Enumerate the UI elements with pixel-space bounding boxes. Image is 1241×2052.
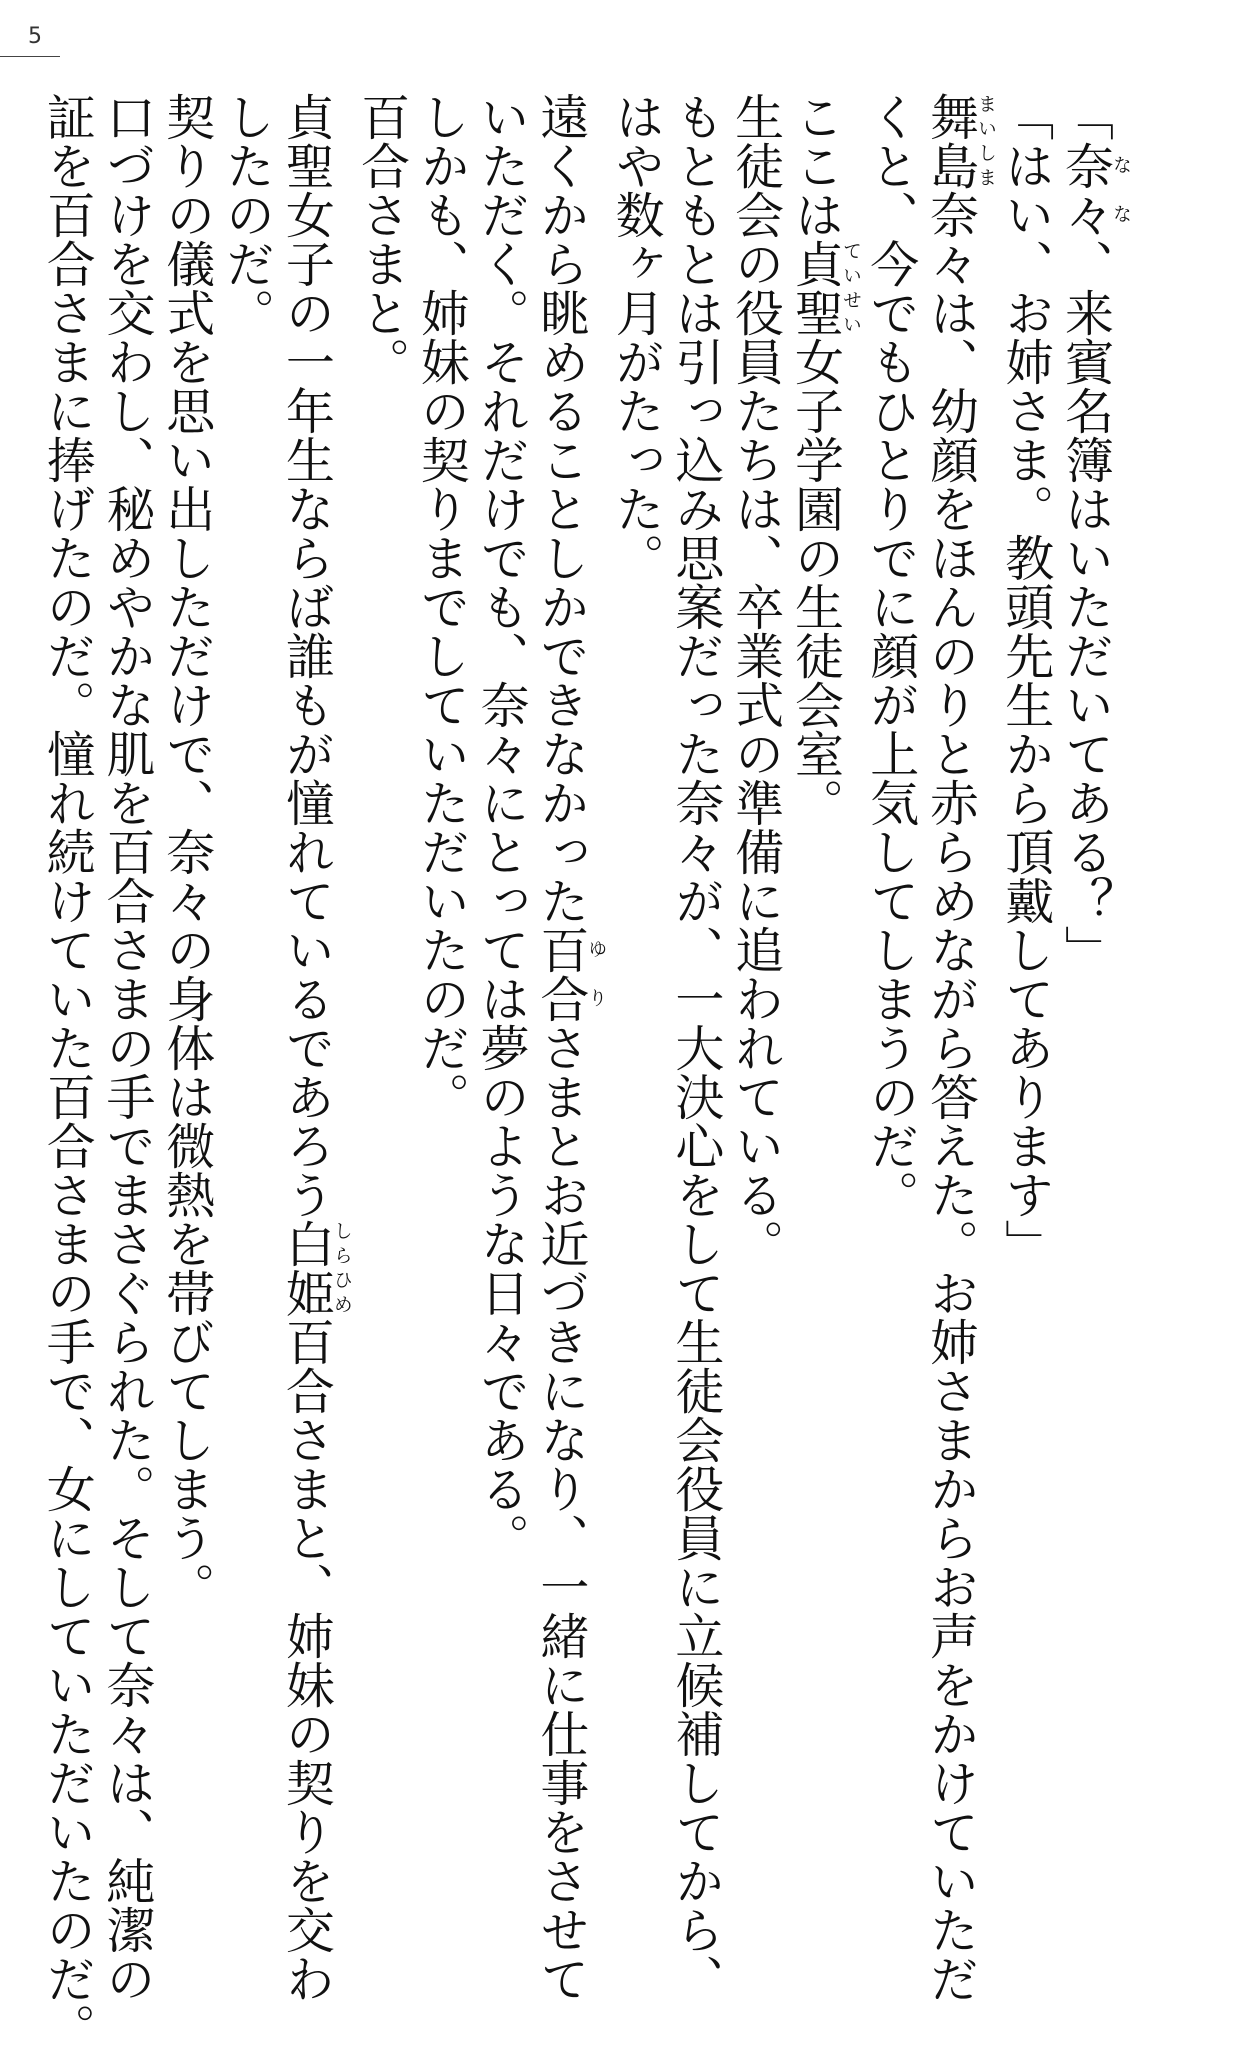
text-line: 生徒会の役員たちは、卒業式の準備に追われている。 [727,92,785,1268]
text-line [277,92,353,2003]
ruby-annotation: 奈々なな [1057,141,1132,239]
text-segment: 奈々は、幼顔をほんのりと赤らめながら答えた。お姉さまからお声をかけていただ [922,190,980,2003]
furigana-reading: なな [1110,141,1132,239]
text-line: いただく。それだけでも、奈々にとっては夢のような日々である。 [473,92,531,1562]
text-line [531,92,608,2003]
text-line [921,92,997,2003]
text-segment: さまとお近づきになり、一緒に仕事をさせて [532,1023,590,2003]
text-segment: 、来賓名簿はいただいてある？」 [1057,239,1115,974]
furigana-reading: まいしま [974,92,997,190]
text-segment: 百合さまと、姉妹の契りを交わ [278,1317,336,2003]
text-line: 契りの儀式を思い出しただけで、奈々の身体は微熱を帯びてしまう。 [158,92,216,1611]
text-line [1056,92,1131,1712]
furigana-reading: ていせい [839,239,862,337]
text-line: 証を百合さまに捧げたのだ。憧れ続けていた百合さまの手で、女にしていただいたのだ。 [39,92,97,2052]
text-line: しかも、姉妹の契りまでしていただいたのだ。 [413,92,471,1121]
text-line: 「はい、お姉さま。教頭先生から頂戴してあります」 [997,92,1055,1268]
ruby-annotation: 舞島まいしま [922,92,997,190]
furigana-reading: しらひめ [330,1219,353,1317]
ruby-annotation: 百合ゆり [532,925,608,1023]
text-line: くと、今でもひとりでに顔が上気してしまうのだ。 [862,92,920,1219]
text-segment: ここは [787,92,845,239]
text-line: はや数ヶ月がたった。 [608,92,666,582]
text-segment: 貞聖女子の一年生ならば誰もが憧れているであろう [278,92,336,1219]
page-number: 5 [28,24,42,49]
text-segment: 「 [1057,92,1115,141]
vertical-text-body [37,92,1132,2052]
ruby-annotation: 貞聖ていせい [787,239,862,337]
text-line: 百合さまと。 [353,92,411,386]
ruby-annotation: 白姫しらひめ [278,1219,353,1317]
text-segment: 女子学園の生徒会室。 [787,337,845,827]
furigana-reading: ゆり [585,925,608,1023]
text-segment: 遠くから眺めることしかできなかった [532,92,590,925]
text-line: もともとは引っ込み思案だった奈々が、一大決心をして生徒会役員に立候補してから、 [667,92,725,2003]
text-line: 口づけを交わし、秘めやかな肌を百合さまの手でまさぐられた。そして奈々は、純潔の [99,92,157,2003]
text-line [786,92,861,1712]
page-number-rule [0,56,60,57]
text-line: したのだ。 [218,92,276,337]
